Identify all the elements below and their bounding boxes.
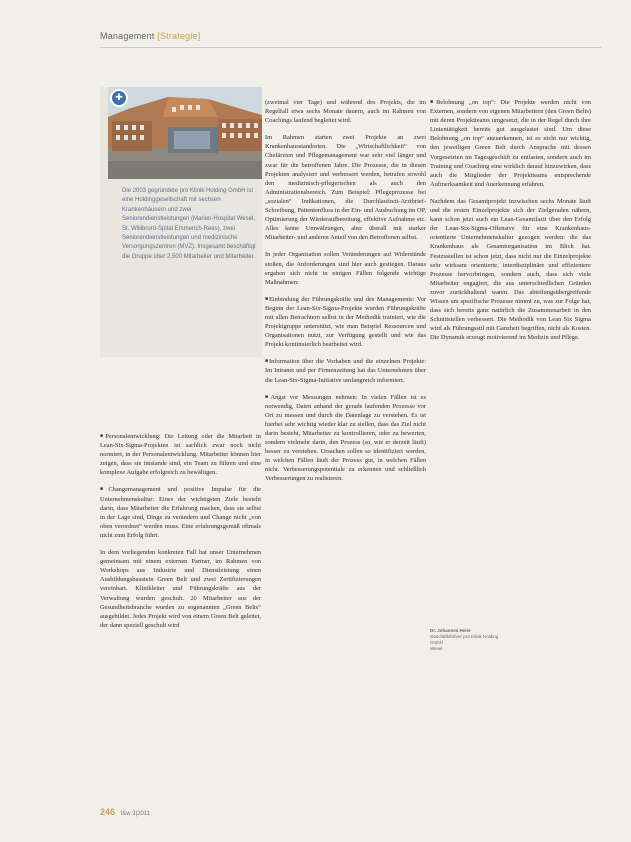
photo-caption	[122, 187, 257, 262]
author-place: Wesel	[430, 646, 443, 651]
running-header	[100, 31, 200, 41]
photo-sidebar	[100, 87, 262, 357]
author-box	[430, 628, 510, 652]
magazine-name: f&w 3|2011	[120, 811, 151, 817]
page-footer	[100, 807, 150, 817]
paragraph: ■ Angst vor Messungen nehmen: In vielen Fällen ist es notwendig, Daten anhand der gerade laufenden Prozesse vor Ort zu messen und durch die Datenlage zu verstehen. Es ist hierbei sehr wichtig wieder klar zu stellen, dass das Ziel nicht darin besteht, Mitarbeiter zu kontrollieren, oder zu bewerten, sondern vielmehr darin, den Prozess (so, wie er derzeit läuft) besser zu verstehen. Ursachen sollen so identifiziert werden, in welchen Fällen läuft der Prozess gut, in welchen Fällen nicht. Verbesserungspotentiale zu erkennen und schließlich Verbesserungen zu realisieren.	[265, 393, 426, 484]
paragraph: ■ Personalentwicklung: Die Leitung oder die Mitarbeit in Lean-Six-Sigma-Projekten ist sachlich zwar noch nicht normiert, in der Personalentwicklung. Mitarbeiter können hier zeigen, dass sie imstande sind, ein Team zu führen und eine komplexe Aufgabe erfolgreich zu bewältigen.	[100, 432, 261, 477]
subsection-label: Strategie	[159, 31, 198, 41]
paragraph: ■ Belohnung „on top“: Die Projekte werden nicht von Externen, sondern von eigenen Mitarbeitern (den Green Belts) mit deren Projektteams umgesetzt, die in der Regel durch ihre Linientätigkeit bereits gut ausgelastet sind. Um diese Belohnung „on top“ anzuerkennen, ist es nicht nur wichtig, den jeweiligen Green Belt durch Ansprache mit dessen Vorgesetzten im Tagesgeschäft zu entlasten, sondern auch im Training und Coaching eine wirklich darauf hinzuwirken, dass auch die Mitglieder der Projektteams entsprechende Aufmerksamkeit und Anerkennung erfahren.	[430, 98, 591, 189]
page-number: 246	[100, 807, 116, 817]
bracket-open: [	[157, 31, 160, 41]
text-column-right	[430, 98, 591, 350]
paragraph: (zweimal vier Tage) und während des Projekts, die im Regelfall etwa sechs Monate dauern, auch im Rahmen von Coachings laufend begleitet wird.	[265, 99, 426, 125]
paragraph: Im Rahmen starten zwei Projekte an zwei Krankenhausstandorten. Die „Wirtschaftlichkeit“ von Chefärzten und Pflegemanagement war sehr viel länger und zwar für die betroffenen Jahre. Die Prozesse, die in diesen Projekten analysiert und verbessert werden, betrafen sowohl den medizinisch-pflegerischen als auch den Administrationsbereich. Zum Beispiel: Pflegeprozesse bei „sozialen“ Indikationen, die Durchlaufzeit-Arztbrief-Schreibung, Patientenfluss in der Ein- und Ausbuchung im OP, Optimierung der Wiederaufbereitung, effektive Aufnahme etc. Alles keine Umwälzungen, aber überall mit starker Mitarbeiter- und anderen Anteil von den Betroffenen selbst.	[265, 134, 426, 242]
paragraph: Nachdem das Gesamtprojekt inzwischen sechs Monate läuft und die ersten Einzelprojekte sich der Zielgeraden nähern, kann schon jetzt auch ein Lean-Gesamtfazit über den Erfolg der Lean-Six-Sigma-Offensive für eine Krankenhaus-orientierte Unternehmenskultur gezogen werden: die das Krankenhaus als Gesamtorganisation im Blick hat. Festzustellen ist schon jetzt, dass nicht nur die Einzelprojekte sehr wirksam orientierte, interdisziplinäre und effizientere Prozesse hervorbringen, sondern auch, dass sich viele Mitarbeiter engagiert, die aus unterschiedlichen Gründen zuvor zurückhaltend waren. Das abteilungsübergreifende Wissen um spezifische Prozesse nimmt zu, was zur Folge hat, dass sich bereits ganz natürlich die Zusammenarbeit in den Schnittstellen verbessert. Die Methodik von Lean Six Sigma wird als Führungsstil mit Ganzheit begriffen, nicht als Kosten. Die Dynamik erzeugt motivierend im Medizin und Pflege.	[430, 197, 591, 342]
building-image	[108, 87, 262, 179]
paragraph: ■ Changemanagement und positive Impulse für die Unternehmenskultur: Eines der wichtigsten Ziele besteht darin, dass Mitarbeiter die Erfahrung machen, dass sie selbst in der Lage sind, Dinge zu verändern und Change nicht „von oben verordnet“ werden muss. Eine erfahrungsgemäß oftmals nicht zum Erfolg führt.	[100, 485, 261, 540]
logo-badge-icon: ✚	[110, 89, 128, 107]
bracket-close: ]	[197, 31, 201, 41]
author-role: Geschäftsführer pro Klinik Holding GmbH	[430, 634, 499, 645]
paragraph: ■ Information über die Vorhaben und die einzelnen Projekte: Im Intranet und per Firmenzeitung hat das Unternehmen über die Lean-Six-Sigma-Initiative umfangreich informiert.	[265, 357, 426, 384]
paragraph: In jeder Organisation sollen Veränderungen auf Widerstände stoßen, die Anforderungen sind hier auch gestiegen. Daraus ergaben sich nicht in einigen Fällen folgende wichtige Maßnahmen:	[265, 251, 426, 286]
text-column-middle	[265, 98, 426, 492]
caption-text: Die 2003 gegründete pro Klinik Holding GmbH ist eine Holdinggesellschaft mit sechsen Krankenhäusern und zwei Seniorendienstleistungen (Marien-Hospital Wesel, St. Willibrord-Spital Emmerich-Rees), zwei Seniorendienstleistungen und medizinische Versorgungszentren (MVZ). Insgesamt beschäftigt die Gruppe über 2.500 Mitarbeiter und Mitarbeiter.	[122, 188, 256, 260]
section-label: Management	[100, 31, 155, 41]
text-column-left	[100, 432, 261, 638]
paragraph: In dem vorliegenden konkreten Fall hat unser Unternehmen gemeinsam mit einem externen Partner, im Rahmen von Workshops aus Industrie und Dienstleistung einen Ausbildungsbaustein Green Belt und zwei Zertifizierungen vereinbart. Klinikleiter und Führungskräfte aus der Verwaltung wurden geschult. 20 Mitarbeiter aus der Gesundheitsbranche wurden zu sogenannten „Green Belts“ ausgebildet. Jedes Projekt wird von einem Green Belt geleitet, der dann speziell geschult wird	[100, 549, 261, 629]
author-name: Dr. Johannes Heier	[430, 628, 471, 633]
header-rule	[100, 47, 601, 48]
hospital-building-photo	[108, 87, 262, 179]
paragraph: ■ Einbindung der Führungskräfte und des Managements: Vor Beginn der Lean-Six-Sigma-Projekte wurden Führungskräfte mit allen Betrachtern selbst in der Methodik trainiert, wie die Projektgruppe unterstützt, wie man Beispiel Ressourcen und Organisationen nutzt, zur Verfügung gestellt und wie das Projekt kontinuierlich bearbeitet wird.	[265, 295, 426, 350]
